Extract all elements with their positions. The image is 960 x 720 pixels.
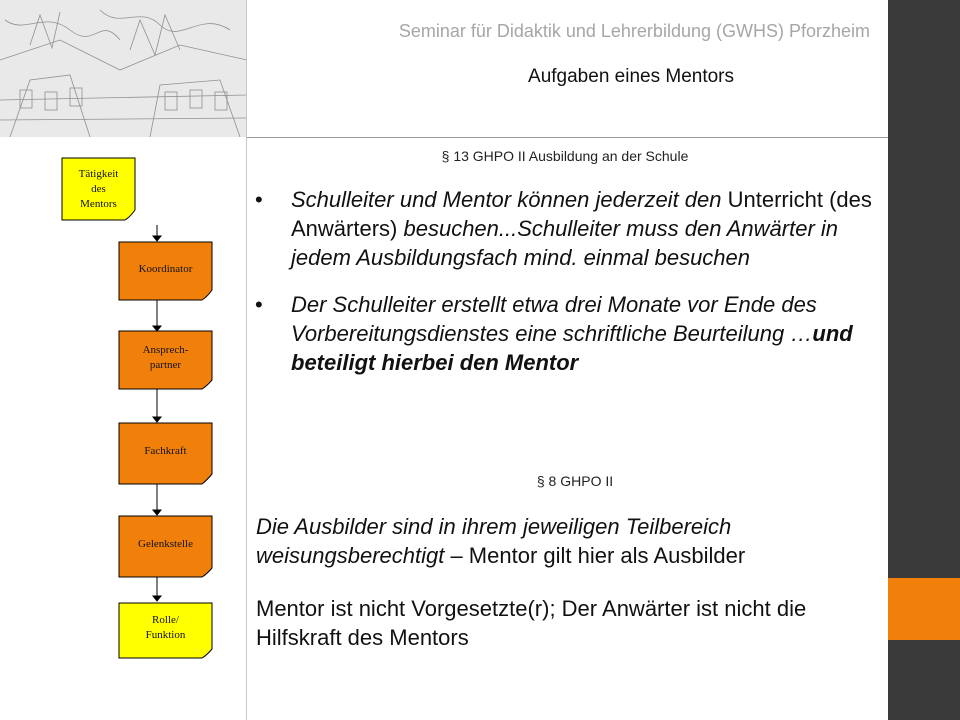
para1-italic: Die Ausbilder sind in ihrem jeweiligen Teilbereich weisungsberechtigt [256,514,732,568]
node-gelenkstelle-label: Gelenkstelle [138,537,193,550]
arrowhead-3 [153,417,161,422]
bullet1-part1: Schulleiter und Mentor können jederzeit den [291,187,728,212]
institution-title: Seminar für Didaktik und Lehrerbildung (GWHS) Pforzheim [398,21,870,41]
bullet-dot: • [255,187,263,212]
section1-heading: § 13 GHPO II Ausbildung an der Schule [441,148,689,164]
para1-rest: – Mentor gilt hier als Ausbilder [444,543,746,568]
node-gelenkstelle [119,518,212,570]
node-ansprechpartner [119,333,212,383]
bullet-dot: • [255,292,263,317]
bullet1-part3: (des Anwärters) [291,187,872,241]
node-rolle [119,605,212,651]
arrowhead-4 [153,510,161,515]
section2-heading: § 8 GHPO II [536,473,614,489]
bullet2-part2: und beteiligt hierbei den Mentor [291,321,853,375]
header-divider [247,137,888,138]
right-side-bar [888,0,960,720]
node-ansprechpartner-label: Ansprech- partner [142,344,189,371]
node-fachkraft [119,425,212,477]
bullet-2 [255,290,885,377]
node-taetigkeit [62,160,135,218]
node-taetigkeit-label: Tätigkeit des Mentors [78,167,119,210]
node-koordinator [119,244,212,294]
bullet-1 [255,185,885,272]
section2-paragraph-1 [256,512,886,570]
slide-title: Aufgaben eines Mentors [528,66,734,87]
orange-accent-block [888,578,960,640]
vertical-divider [246,0,247,720]
section2-paragraph-2: Mentor ist nicht Vorgesetzte(r); Der Anwärter ist nicht die Hilfskraft des Mentors [256,596,807,650]
arrowhead-2 [153,326,161,331]
node-rolle-label: Rolle/ Funktion [145,614,186,641]
arrowhead-1 [153,236,161,241]
bullet2-part1: Der Schulleiter erstellt etwa drei Monate vor Ende des Vorbereitungsdienstes eine schriftliche Beurteilung … [291,292,817,346]
section1-bullets [255,185,885,395]
node-fachkraft-label: Fachkraft [144,444,187,457]
node-koordinator-label: Koordinator [138,262,193,275]
bullet1-part2: Unterricht [727,187,823,212]
arrowhead-5 [153,596,161,601]
bullet1-part4: besuchen...Schulleiter muss den Anwärter in jedem Ausbildungsfach mind. einmal besuchen [291,216,839,270]
